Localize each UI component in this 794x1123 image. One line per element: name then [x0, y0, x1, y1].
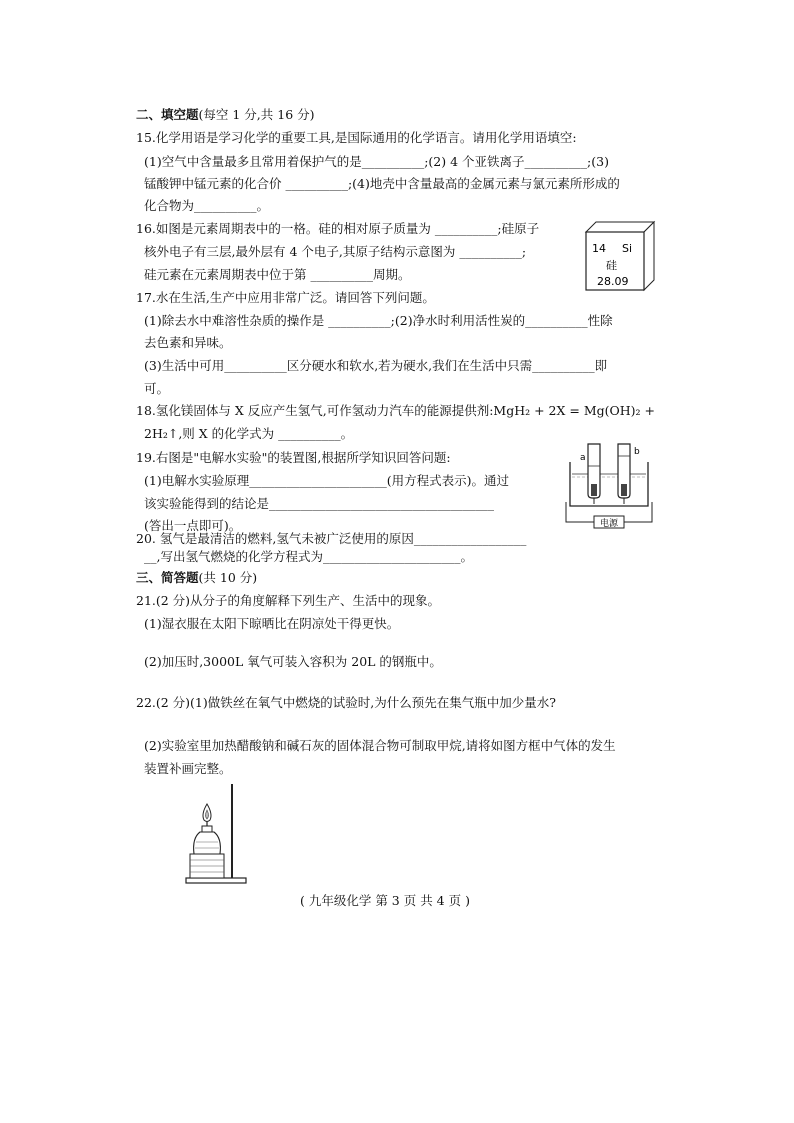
- cell-symbol: Si: [622, 242, 633, 255]
- q15-line-3: 锰酸钾中锰元素的化合价 __________;(4)地壳中含量最高的金属元素与氯元素所形成的: [144, 176, 620, 191]
- q17-line-3: 去色素和异味。: [144, 335, 232, 350]
- alcohol-lamp-stand: [182, 782, 252, 886]
- q15-line-2: (1)空气中含量最多且常用着保护气的是__________;(2) 4 个亚铁离子__________;(3): [144, 154, 609, 169]
- periodic-table-cell: [584, 220, 656, 292]
- q19-line-1: 19.右图是"电解水实验"的装置图,根据所学知识回答问题:: [136, 450, 451, 465]
- q15-line-1: 15.化学用语是学习化学的重要工具,是国际通用的化学语言。请用化学用语填空:: [136, 130, 577, 145]
- q19-line-3: 该实验能得到的结论是____________________________________: [144, 496, 495, 511]
- tube-label-a: a: [580, 453, 586, 463]
- q22-line-2: (2)实验室里加热醋酸钠和碱石灰的固体混合物可制取甲烷,请将如图方框中气体的发生: [144, 738, 616, 753]
- section-2-score: (每空 1 分,共 16 分): [198, 107, 315, 122]
- q17-line-4: (3)生活中可用__________区分硬水和软水,若为硬水,我们在生活中只需__________即: [144, 358, 608, 373]
- q17-line-2: (1)除去水中难溶性杂质的操作是 __________;(2)净水时利用活性炭的__________性除: [144, 313, 613, 328]
- section-3-heading: [136, 570, 257, 586]
- q18-line-2: 2H₂↑,则 X 的化学式为 __________。: [144, 426, 354, 441]
- section-2-title: 二、填空题: [136, 107, 199, 122]
- electrolysis-apparatus: [562, 440, 658, 532]
- q21-line-2: (1)湿衣服在太阳下晾晒比在阴凉处干得更快。: [144, 616, 400, 631]
- q20-line-2: __,写出氢气燃烧的化学方程式为______________________。: [144, 549, 473, 564]
- section-3-title: 三、简答题: [136, 570, 199, 585]
- q15-line-4: 化合物为__________。: [144, 198, 270, 213]
- q19-line-2: (1)电解水实验原理______________________(用方程式表示)。通过: [144, 473, 509, 488]
- page-footer: ( 九年级化学 第 3 页 共 4 页 ): [300, 893, 470, 908]
- cell-atomic-mass: 28.09: [597, 275, 629, 288]
- q21-line-3: (2)加压时,3000L 氧气可装入容积为 20L 的钢瓶中。: [144, 654, 442, 669]
- q16-line-2: 核外电子有三层,最外层有 4 个电子,其原子结构示意图为 __________;: [144, 244, 527, 259]
- q17-line-5: 可。: [144, 381, 170, 396]
- q17-line-1: 17.水在生活,生产中应用非常广泛。请回答下列问题。: [136, 290, 435, 305]
- q20-line-1: 20. 氢气是最清洁的燃料,氢气未被广泛使用的原因__________________: [136, 531, 527, 546]
- section-3-score: (共 10 分): [198, 570, 258, 585]
- cell-atomic-number: 14: [592, 242, 606, 255]
- tube-label-b: b: [634, 447, 640, 457]
- power-source-label: 电源: [600, 519, 619, 529]
- q21-line-1: 21.(2 分)从分子的角度解释下列生产、生活中的现象。: [136, 593, 441, 608]
- q16-line-1: 16.如图是元素周期表中的一格。硅的相对原子质量为 __________;硅原子: [136, 221, 540, 236]
- q16-line-3: 硅元素在元素周期表中位于第 __________周期。: [144, 267, 411, 282]
- q22-line-3: 装置补画完整。: [144, 761, 232, 776]
- q19-line-4: (答出一点即可)。: [144, 518, 242, 533]
- section-2-heading: [136, 107, 315, 123]
- cell-element-name: 硅: [606, 259, 617, 272]
- q22-line-1: 22.(2 分)(1)做铁丝在氧气中燃烧的试验时,为什么预先在集气瓶中加少量水?: [136, 695, 556, 710]
- q18-line-1: 18.氢化镁固体与 X 反应产生氢气,可作氢动力汽车的能源提供剂:MgH₂ + 2X = Mg(OH)₂ +: [136, 403, 655, 418]
